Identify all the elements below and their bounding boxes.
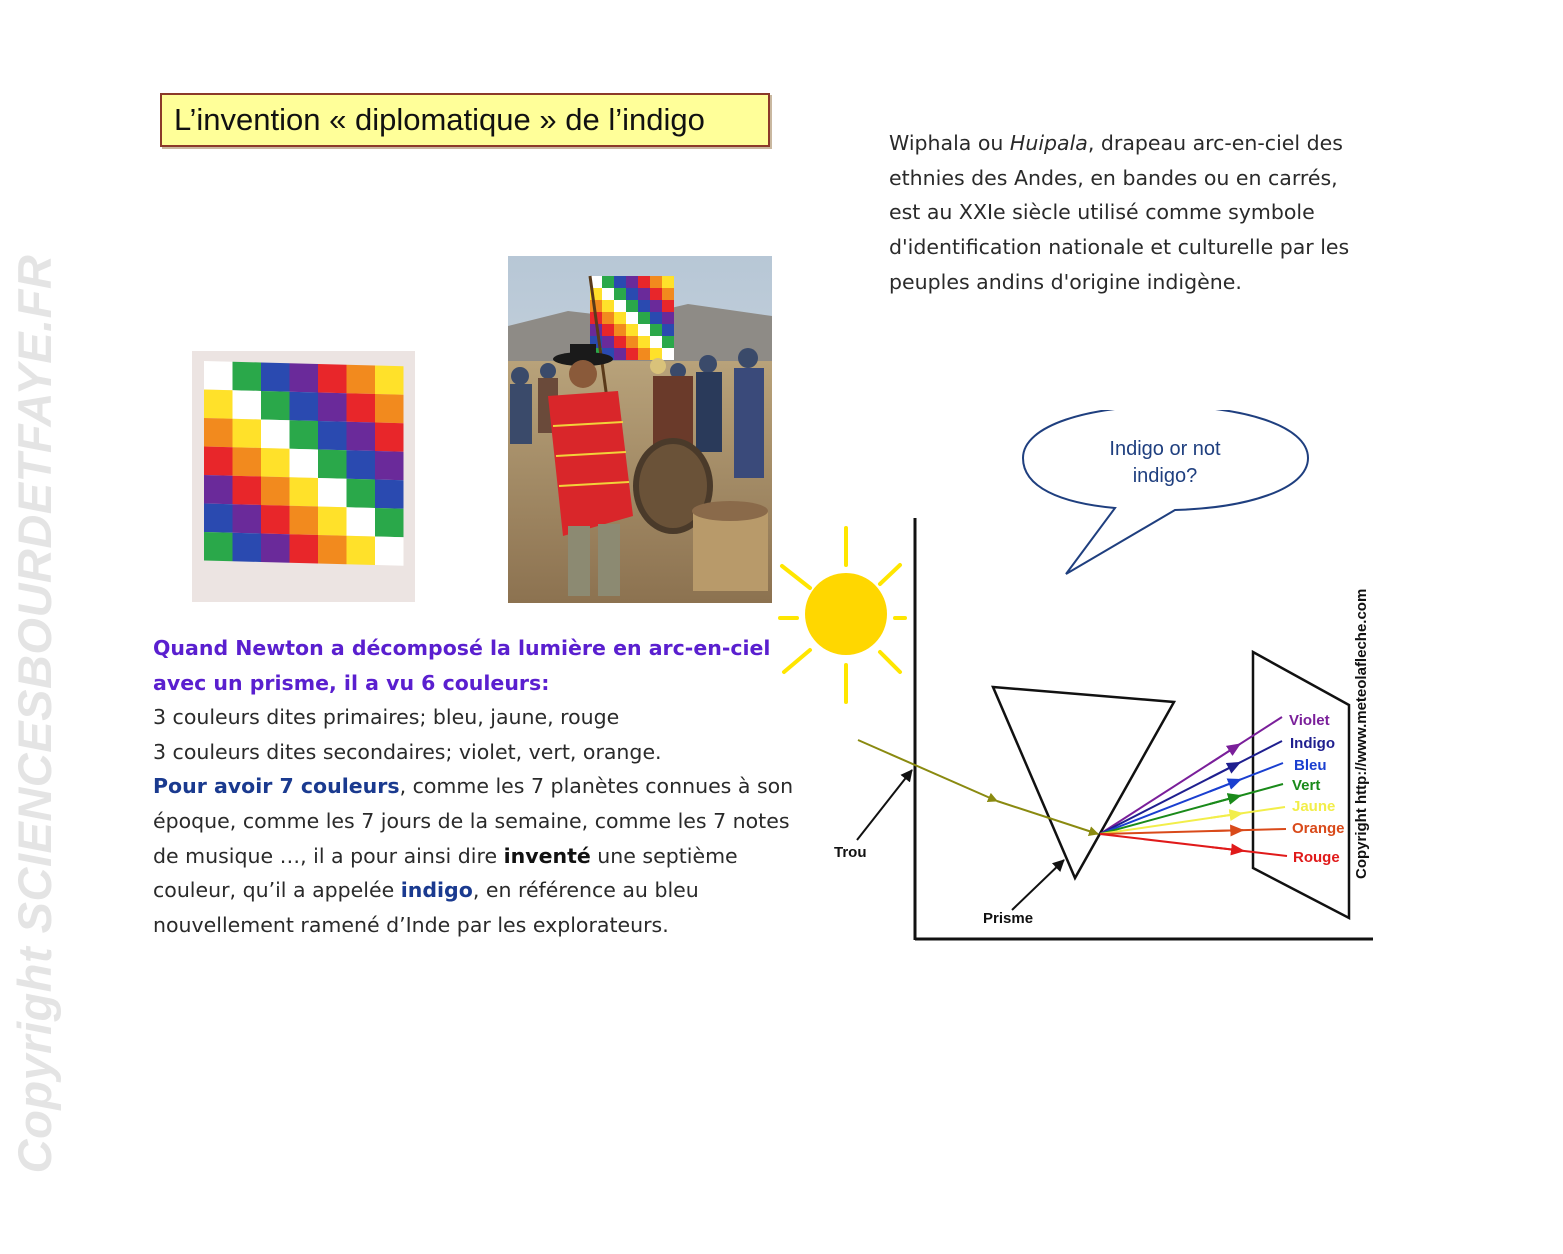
newton-indigo: indigo [400, 878, 473, 903]
wiphala-text-huipala: Huipala [1009, 131, 1088, 155]
wiphala-description [889, 126, 1359, 300]
ray-arrowhead-violet [1209, 744, 1240, 764]
wiphala-text-part3: , drapeau arc-en-ciel des ethnies des Andes, en bandes ou en carrés, est au XXIe siècle utilisé comme symbole d'identification nationale et culturelle par les peuples andins d'origine indigène. [889, 131, 1350, 294]
spectrum-label-vert: Vert [1292, 777, 1321, 794]
newton-invented: inventé [503, 843, 591, 868]
prism-triangle [993, 687, 1174, 878]
sun-icon [780, 528, 905, 702]
label-trou: Trou [834, 844, 867, 861]
wiphala-text-part1: Wiphala ou [889, 131, 1010, 155]
newton-paragraph-seven [153, 769, 813, 942]
diagram-copyright: Copyright http://www.meteolafleche.com [1353, 588, 1370, 879]
ray-arrowhead-jaune [1211, 813, 1242, 818]
label-prisme: Prisme [983, 910, 1034, 927]
bubble-text: Indigo or not indigo? [1109, 438, 1221, 487]
spectrum-label-rouge: Rouge [1293, 849, 1340, 866]
prism-diagram [770, 410, 1390, 950]
title-box [160, 93, 770, 147]
newton-intro: Quand Newton a décomposé la lumière en arc-en-ciel avec un prisme, il a vu 6 couleurs: [153, 636, 771, 695]
ray-arrowhead-bleu [1210, 779, 1241, 791]
watermark-copyright: Copyright SCIENCESBOURDETFAYE.FR [8, 254, 61, 1174]
ray-arrowhead-indigo [1209, 762, 1240, 778]
speech-bubble [1023, 410, 1308, 574]
andean-crowd-photo [508, 256, 772, 603]
newton-seven-colors: Pour avoir 7 couleurs [153, 774, 400, 799]
ray-arrowhead-rouge [1212, 847, 1244, 851]
spectrum-label-violet: Violet [1289, 712, 1330, 729]
spectrum-label-jaune: Jaune [1292, 798, 1336, 815]
newton-text-a: , comme les 7 planètes connues à son époque, comme les 7 jours de la semaine, comme les 7 notes de musique …, il a pour ainsi dire [153, 774, 794, 868]
ray-arrowhead-vert [1210, 796, 1241, 805]
ray-arrowhead-orange [1212, 830, 1244, 831]
newton-explanation [153, 631, 813, 942]
spectrum-label-bleu: Bleu [1294, 757, 1327, 774]
newton-text-c: , en référence au bleu nouvellement ramené d’Inde par les explorateurs. [153, 878, 699, 937]
wiphala-flag-image [192, 351, 415, 602]
page-title: L’invention « diplomatique » de l’indigo [174, 102, 705, 137]
spectrum-label-indigo: Indigo [1290, 735, 1335, 752]
spectrum-label-orange: Orange [1292, 820, 1345, 837]
newton-line-primary: 3 couleurs dites primaires; bleu, jaune, rouge [153, 705, 620, 730]
newton-text-b: une septième couleur, qu’il a appelée [153, 843, 738, 903]
newton-line-secondary: 3 couleurs dites secondaires; violet, vert, orange. [153, 739, 662, 764]
